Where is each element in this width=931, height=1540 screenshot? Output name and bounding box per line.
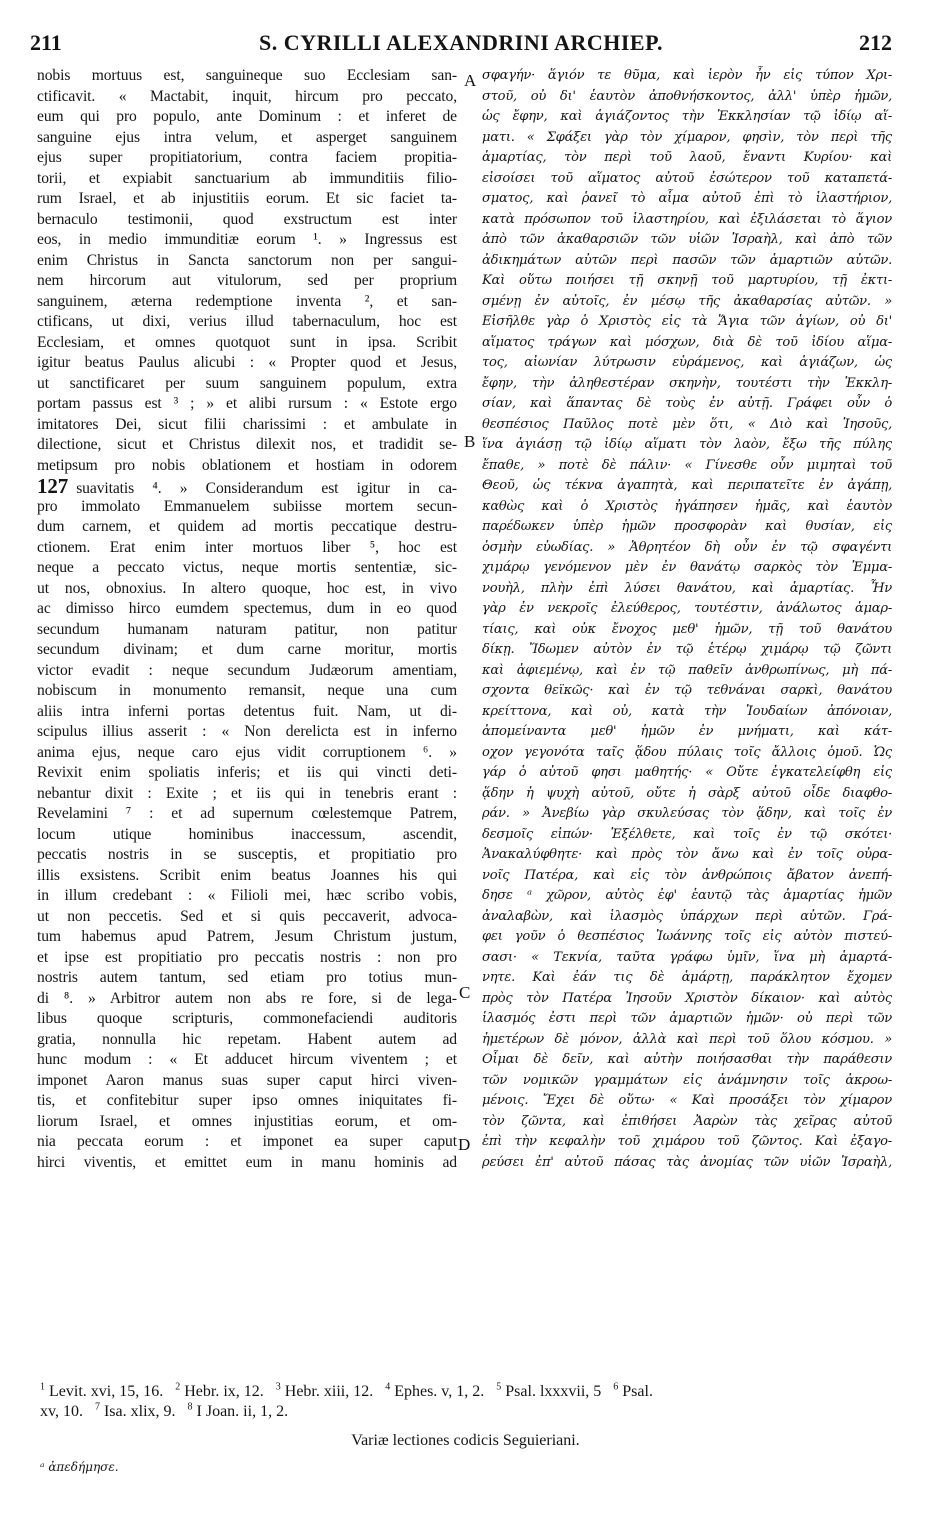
- line-text: libus quoque scripturis, commonefaciendi auditoris: [37, 1010, 457, 1027]
- line-text: Ἀνακαλύφθητε· καὶ πρὸς τὸν ἄνω καὶ ἐν τοῖς οὐρα-: [482, 847, 892, 862]
- line-text: ἀπομείναντα μεθ' ἡμῶν ἐν μνήματι, καὶ κάτ-: [482, 724, 892, 739]
- line-text: θεσπέσιος Παῦλος ποτὲ μὲν ὅτι, « Διὸ καὶ Ἰησοῦς,: [482, 416, 892, 432]
- footnote: [40, 1403, 83, 1420]
- footnote: [188, 1403, 289, 1420]
- text-line: [37, 517, 457, 538]
- text-line: [37, 456, 457, 477]
- line-text: secundum divinam; et dum carne moritur, mortis: [37, 641, 457, 658]
- line-text: νουὴλ, πλὴν ἐπὶ λύσει θανάτου, καὶ ἁμαρτίας. Ἦν: [482, 580, 892, 596]
- line-text: ἁμαρτίας, τὸν περὶ τοῦ λαοῦ, ἔναντι Κυρίου· καὶ: [482, 150, 892, 165]
- variant-reading: ᵃ ἀπεδήμησε.: [40, 1460, 119, 1474]
- line-text: nia peccata eorum : et imponet ea super caput: [37, 1133, 457, 1150]
- text-line: [482, 702, 892, 723]
- footnote-text: Hebr. ix, 12.: [184, 1383, 264, 1401]
- text-line: [37, 169, 457, 190]
- line-text: ἔπαθε, » ποτὲ δὲ πάλιν· « Γίνεσθε οὖν μιμηταὶ τοῦ: [482, 457, 892, 473]
- text-line: [37, 825, 457, 846]
- text-line: [37, 845, 457, 866]
- text-line: [482, 333, 892, 354]
- text-line: [37, 989, 457, 1010]
- line-text: ρεύσει ἐπ' αὐτοῦ πάσας τὰς ἀνομίας τῶν υἱῶν Ἰσραὴλ,: [482, 1154, 892, 1170]
- line-text: τίαις, καὶ οὐκ ἔνοχος μεθ' ἡμῶν, τῇ τοῦ θανάτου: [482, 621, 892, 637]
- text-line: [37, 415, 457, 436]
- line-text: Ecclesiam, et omnes quotquot sunt in ipsa. Scribit: [37, 333, 457, 351]
- text-line: [482, 825, 892, 846]
- text-line: [37, 661, 457, 682]
- line-text: dilectione, sicut et Christus dilexit nos, et tradidit se-: [37, 436, 457, 453]
- line-text: nem hircorum aut vitulorum, sed per proprium: [37, 272, 457, 289]
- line-text: bernaculo testimonii, quod exstructum est inter: [37, 210, 457, 228]
- line-text: τῶν νομικῶν γραμμάτων εἰς ἀνάμνησιν τοῖς ἀκροω-: [482, 1072, 892, 1088]
- text-line: [482, 230, 892, 251]
- text-line: [482, 497, 892, 518]
- line-text: in illum credebant : « Filioli mei, hæc scribo vobis,: [37, 887, 457, 904]
- line-text: τος, αἰωνίαν λύτρωσιν εὑράμενος, καὶ ἁγιάζων, ὡς: [482, 355, 892, 370]
- line-text: ut non peccetis. Sed et si quis peccaverit, advoca-: [37, 907, 457, 925]
- text-line: [482, 579, 892, 600]
- line-text: σματος, καὶ ῥανεῖ τὸ αἷμα αὐτοῦ ἐπὶ τὸ ἱλαστήριον,: [482, 191, 892, 206]
- text-line: [37, 230, 457, 251]
- line-text: σίαν, καὶ ἅπαντας δὲ τοὺς ἐν αὐτῇ. Γράφει οὖν ὁ: [482, 396, 892, 411]
- text-line: [37, 189, 457, 210]
- text-line: [482, 312, 892, 333]
- line-text: γάρ ὁ αὐτοῦ φησι μαθητής· « Οὔτε ἐγκατελείφθη εἰς: [482, 765, 892, 780]
- text-line: [482, 661, 892, 682]
- text-line: [37, 1132, 457, 1153]
- text-line: [37, 292, 457, 313]
- text-line: [482, 927, 892, 948]
- text-line: [482, 517, 892, 538]
- footnote: [613, 1383, 653, 1400]
- text-line: [37, 599, 457, 620]
- footnote-number: 8: [187, 1402, 193, 1413]
- line-text: δίκῃ. Ἴδωμεν αὐτὸν ἐν τῷ ἑτέρῳ χιμάρῳ τῷ ζῶντι: [482, 642, 892, 657]
- line-text: suavitatis ⁴. » Considerandum est igitur in ca-: [76, 480, 457, 497]
- line-text: dum carnem, et quidem ad mortis peccatique destru-: [37, 518, 457, 535]
- text-line: [37, 210, 457, 231]
- line-text: ctionem. Erat enim inter mortuos liber ⁵, hoc est: [37, 538, 457, 556]
- text-line: [37, 763, 457, 784]
- line-text: σασι· « Τεκνία, ταῦτα γράφω ὑμῖν, ἵνα μὴ ἁμαρτά-: [482, 949, 892, 965]
- text-line: [37, 743, 457, 764]
- running-header: [30, 30, 892, 60]
- line-text: anima ejus, neque caro ejus vidit corruptionem ⁶. »: [37, 743, 457, 761]
- text-line: [37, 333, 457, 354]
- margin-marker-b: B: [464, 432, 476, 451]
- footnote: [385, 1383, 484, 1400]
- line-text: δεσμοῖς εἰπών· Ἐξέλθετε, καὶ τοῖς ἐν τῷ σκότει·: [482, 826, 892, 842]
- line-text: ctificans, ut dixi, verius illud tabernaculum, hoc est: [37, 313, 457, 330]
- text-line: [37, 558, 457, 579]
- line-text: portam passus est ³ ; » et alibi rursum : « Estote ergo: [37, 395, 457, 412]
- text-line: [482, 968, 892, 989]
- text-line: [482, 128, 892, 149]
- latin-column: [37, 66, 457, 1378]
- line-text: νητε. Καὶ ἐάν τις δὲ ἁμάρτῃ, παράκλητον ἔχομεν: [482, 970, 892, 985]
- line-text: ματι. « Σφάξει γὰρ τὸν χίμαρον, φησὶν, τὸν περὶ τῆς: [482, 129, 892, 145]
- text-line: [37, 620, 457, 641]
- line-text: ut nos, obnoxius. In altero quoque, hoc est, in vivo: [37, 579, 457, 597]
- line-text: hirci viventis, et emittet eum in manu hominis ad: [37, 1153, 457, 1171]
- text-line: [482, 394, 892, 415]
- footnote-number: 1: [40, 1382, 45, 1393]
- footnote-number: 2: [175, 1382, 181, 1393]
- text-line: [482, 845, 892, 866]
- text-line: [482, 210, 892, 231]
- text-line: [37, 87, 457, 108]
- line-text: igitur beatus Paulus alicubi : « Propter quod et Jesus,: [37, 354, 457, 371]
- text-line: [37, 271, 457, 292]
- footnote-text: xv, 10.: [40, 1403, 83, 1421]
- footnote-number: 5: [496, 1382, 502, 1393]
- line-text: ἔφην, τὴν ἀληθεστέραν σκηνὴν, τουτέστι τὴν Ἐκκλη-: [482, 375, 892, 391]
- line-text: imitatores Dei, sicut filii charissimi : et ambulate in: [37, 415, 457, 433]
- text-line: [482, 1030, 892, 1051]
- text-line: [37, 128, 457, 149]
- text-line: [482, 558, 892, 579]
- line-text: κρείττονα, καὶ οὐ, κατὰ τὴν Ἰουδαίων ἀπόνοιαν,: [482, 703, 892, 719]
- footnotes: [40, 1378, 900, 1421]
- text-line: [482, 292, 892, 313]
- line-text: παρέδωκεν ὑπὲρ ἡμῶν προσφορὰν καὶ θυσίαν, εἰς: [482, 519, 892, 534]
- text-line: [37, 312, 457, 333]
- greek-column: [482, 66, 892, 1378]
- page-number-right: 212: [859, 30, 892, 55]
- text-line: [482, 640, 892, 661]
- line-text: eum qui pro populo, ante Dominum : et inferet de: [37, 108, 457, 125]
- text-line: [37, 148, 457, 169]
- line-text: αἵματος τράγων καὶ μόσχων, διὰ δὲ τοῦ ἰδίου αἵμα-: [482, 334, 892, 350]
- text-line: [482, 107, 892, 128]
- footnote-number: 3: [275, 1382, 281, 1393]
- text-line: [37, 1112, 457, 1133]
- text-line: [482, 743, 892, 764]
- line-text: locum utique hominibus inaccessum, ascendit,: [37, 825, 457, 843]
- line-text: τὸν ζῶντα, καὶ ἐπιθήσει Ἀαρὼν τὰς χεῖρας αὐτοῦ: [482, 1113, 892, 1129]
- line-text: victor evadit : neque secundum Judæorum amentiam,: [37, 661, 457, 679]
- text-line: [37, 886, 457, 907]
- variae-lectiones-title: Variæ lectiones codicis Seguieriani.: [351, 1432, 580, 1449]
- text-line: [482, 886, 892, 907]
- line-text: tis, et confitebitur super ipso omnes iniquitates fi-: [37, 1092, 457, 1109]
- text-line: [37, 497, 457, 518]
- line-text: ράν. » Ἀνεβίω γὰρ σκυλεύσας τὸν ᾅδην, καὶ τοῖς ἐν: [482, 806, 892, 821]
- line-text: Οἶμαι δὲ δεῖν, καὶ αὐτὴν ποιήσασθαι τὴν παράθεσιν: [482, 1052, 892, 1067]
- text-line: [482, 189, 892, 210]
- text-line: [37, 722, 457, 743]
- footnote-number: 4: [385, 1382, 391, 1393]
- line-text: nostris autem tantum, sed etiam pro totius mun-: [37, 969, 457, 986]
- line-text: nobiscum in monumento remansit, neque una cum: [37, 682, 457, 699]
- text-line: [482, 456, 892, 477]
- line-text: torii, et expiabit sanctuarium ab immunditiis filio-: [37, 169, 457, 187]
- line-text: ἐπὶ τὴν κεφαλὴν τοῦ χιμάρου τοῦ ζῶντος. Καὶ ἐξαγο-: [482, 1134, 892, 1149]
- footnote-text: I Joan. ii, 1, 2.: [196, 1403, 289, 1421]
- line-text: metipsum pro nobis oblationem et hostiam in odorem: [37, 456, 457, 474]
- text-line: [482, 251, 892, 272]
- line-text: secundum humanam naturam patitur, non patitur: [37, 620, 457, 638]
- text-line: [37, 927, 457, 948]
- line-text: ac dimisso hirco eumdem spectemus, dum in eo quod: [37, 600, 457, 617]
- line-text: di ⁸. » Arbitror autem non abs re fore, si de lega-: [37, 989, 457, 1007]
- text-line: [482, 353, 892, 374]
- text-line: [37, 948, 457, 969]
- text-line: [482, 435, 892, 456]
- text-line: [482, 948, 892, 969]
- line-text: ἱλασμός ἐστι περὶ τῶν ἁμαρτιῶν ἡμῶν· οὐ περὶ τῶν: [482, 1011, 892, 1026]
- text-line: [482, 681, 892, 702]
- text-line: [482, 1091, 892, 1112]
- line-text: pro immolato Emmanuelem subiisse mortem secun-: [37, 497, 457, 515]
- text-line: [37, 1009, 457, 1030]
- margin-marker-c: C: [459, 983, 471, 1002]
- line-text: στοῦ, οὐ δι' ἑαυτὸν ἀποθνήσκοντος, ἀλλ' ὑπὲρ ἡμῶν,: [482, 88, 892, 104]
- line-text: Εἰσῆλθε γὰρ ὁ Χριστὸς εἰς τὰ Ἅγια τῶν ἁγίων, οὐ δι': [482, 314, 892, 329]
- line-text: scipulus illius asserit : « Non derelicta est in inferno: [37, 723, 457, 740]
- line-text: eos, in medio immunditiæ eorum ¹. » Ingressus est: [37, 231, 457, 248]
- text-line: [482, 1009, 892, 1030]
- line-text: σχοντα θεϊκῶς· καὶ ἐν τῷ τεθνάναι σαρκὶ, θανάτου: [482, 683, 892, 698]
- footnote-line: [40, 1378, 900, 1401]
- line-text: Revelamini ⁷ : et ad supernum cœlestemque Patrem,: [37, 805, 457, 822]
- footnote-text: Hebr. xiii, 12.: [284, 1383, 374, 1401]
- line-text: tum habemus apud Patrem, Jesum Christum justum,: [37, 928, 457, 945]
- margin-marker-a: A: [464, 71, 477, 90]
- text-line: [37, 1030, 457, 1051]
- footnote-text: Psal.: [622, 1383, 653, 1401]
- line-text: ejus super propitiatorium, contra faciem propitia-: [37, 149, 457, 166]
- line-text: σμένῃ ἐν αὐτοῖς, ἐν μέσῳ τῆς ἀκαθαρσίας αὐτῶν. »: [482, 293, 892, 309]
- text-line: [37, 435, 457, 456]
- line-text: ᾅδην ἡ ψυχὴ αὐτοῦ, οὔτε ἡ σὰρξ αὐτοῦ οἶδε διαφθο-: [482, 785, 892, 801]
- line-text: ἀδικημάτων αὐτῶν περὶ πασῶν τῶν ἁμαρτιῶν αὐτῶν.: [482, 252, 892, 268]
- line-text: liorum Israel, et omnes injustitias eorum, et om-: [37, 1112, 457, 1130]
- text-line: [37, 1050, 457, 1071]
- line-text: sanguinem, æterna redemptione inventa ², et san-: [37, 292, 457, 310]
- line-text: sanguine ejus intra velum, et asperget sanguinem: [37, 128, 457, 146]
- footnote-text: Levit. xvi, 15, 16.: [49, 1383, 164, 1401]
- line-text: οχον γεγονότα ταῖς ᾅδου πύλαις τοῖς ἄλλοις ὁμοῦ. Ὡς: [482, 744, 892, 760]
- line-text: γὰρ ἐν νεκροῖς ἐλεύθερος, τουτέστιν, ἀνάλωτος ἁμαρ-: [482, 601, 892, 616]
- line-text: δησε ᵃ χῶρον, αὐτὸς ἐφ' ἑαυτῷ τὰς ἁμαρτίας ἡμῶν: [482, 888, 892, 903]
- line-text: imponet Aaron manus suas super caput hirci viven-: [37, 1071, 457, 1089]
- text-line: [482, 784, 892, 805]
- line-text: Θεοῦ, ὡς τέκνα ἀγαπητὰ, καὶ περιπατεῖτε ἐν ἀγάπῃ,: [482, 478, 892, 493]
- line-text: ὀσμὴν εὐωδίας. » Ἀθρητέον δὴ οὖν ἐν τῷ σφαγέντι: [482, 539, 892, 555]
- footnote: [496, 1383, 601, 1400]
- text-line: [482, 1132, 892, 1153]
- line-text: peccatis nostris in se susceptis, et propitiatio pro: [37, 846, 457, 863]
- text-line: [482, 866, 892, 887]
- text-line: [482, 1112, 892, 1133]
- text-line: [482, 989, 892, 1010]
- line-text: nebantur dixit : Exite ; et iis qui in tenebris erant :: [37, 784, 457, 802]
- page-number-left: 211: [30, 30, 62, 55]
- text-line: [482, 1050, 892, 1071]
- line-text: ὡς ἔφην, καὶ ἁγιάζοντος τὴν Ἐκκλησίαν τῷ ἰδίῳ αἵ-: [482, 109, 892, 124]
- text-line: [482, 476, 892, 497]
- line-text: καθὼς καὶ ὁ Χριστὸς ἠγάπησεν ἡμᾶς, καὶ ἑαυτὸν: [482, 498, 892, 514]
- text-line: [37, 374, 457, 395]
- text-line: [37, 1091, 457, 1112]
- text-line: [37, 476, 457, 497]
- line-text: καὶ ἀφιεμένῳ, καὶ ἐν τῷ παθεῖν ἀνθρωπίνως, μὴ πά-: [482, 662, 892, 678]
- line-text: hunc modum : « Et adducet hircum viventem ; et: [37, 1051, 457, 1068]
- line-text: χιμάρῳ γενόμενον μὲν ἐν θανάτῳ σαρκὸς τὸν Ἐμμα-: [482, 560, 892, 575]
- text-line: [37, 907, 457, 928]
- text-line: [37, 702, 457, 723]
- text-line: [37, 579, 457, 600]
- line-text: gratia, nonnulla hic repetam. Habent autem ad: [37, 1030, 457, 1048]
- line-text: ἵνα ἁγιάσῃ τῷ ἰδίῳ αἵματι τὸν λαὸν, ἔξω τῆς πύλης: [482, 437, 892, 452]
- line-text: neque a peccato victus, neque mortis sententiæ, sic-: [37, 559, 457, 576]
- text-line: [482, 907, 892, 928]
- text-line: [37, 968, 457, 989]
- text-line: [482, 804, 892, 825]
- footnote-text: Isa. xlix, 9.: [103, 1403, 176, 1421]
- line-text: ctificavit. « Mactabit, inquit, hircum pro peccato,: [37, 87, 457, 105]
- footnote-text: Psal. lxxxvii, 5: [505, 1383, 602, 1401]
- line-text: ut sanctificaret per suum sanguinem populum, extra: [37, 374, 457, 392]
- line-text: illis exsistens. Scribit enim beatus Joannes his qui: [37, 866, 457, 884]
- text-line: [482, 87, 892, 108]
- text-line: [482, 271, 892, 292]
- line-text: φει γοῦν ὁ θεσπέσιος Ἰωάννης τοῖς εἰς αὐτὸν πιστεύ-: [482, 929, 892, 944]
- text-line: [37, 538, 457, 559]
- line-text: κατὰ πρόσωπον τοῦ ἱλαστηρίου, καὶ ἐξιλάσεται τὸ ἅγιον: [482, 211, 892, 227]
- text-line: [482, 1153, 892, 1174]
- line-text: aliis intra inferni portas detentus fuit. Nam, ut di-: [37, 702, 457, 720]
- text-line: [482, 538, 892, 559]
- line-text: enim Christus in Sancta sanctorum non per sangui-: [37, 251, 457, 269]
- text-line: [482, 620, 892, 641]
- footnote: [95, 1403, 176, 1420]
- running-title: S. CYRILLI ALEXANDRINI ARCHIEP.: [258, 30, 664, 55]
- text-line: [482, 722, 892, 743]
- line-text: ἀπὸ τῶν ἀκαθαρσιῶν τῶν υἱῶν Ἰσραὴλ, καὶ ἀπὸ τῶν: [482, 232, 892, 247]
- text-line: [482, 415, 892, 436]
- text-line: [37, 681, 457, 702]
- text-line: [37, 107, 457, 128]
- line-text: σφαγήν· ἅγιόν τε θῦμα, καὶ ἱερὸν ἦν εἰς τύπον Χρι-: [482, 68, 892, 83]
- text-line: [482, 148, 892, 169]
- text-line: [37, 640, 457, 661]
- line-text: Revixit enim spoliatis inferis; et iis qui vincti deti-: [37, 764, 457, 781]
- line-text: ἀναλαβὼν, καὶ ἱλασμὸς ὑπάρχων περὶ αὐτῶν. Γρά-: [482, 908, 892, 924]
- text-line: [482, 1071, 892, 1092]
- footnote-number: 6: [613, 1382, 619, 1393]
- text-line: [37, 251, 457, 272]
- footnote-number: 7: [94, 1402, 100, 1413]
- footnote-line: [40, 1398, 900, 1421]
- line-text: Καὶ οὕτω ποιήσει τῇ σκηνῇ τοῦ μαρτυρίου, τῇ ἐκτι-: [482, 273, 892, 288]
- line-text: μένοις. Ἔχει δὲ οὕτω· « Καὶ προσάξει τὸν χίμαρον: [482, 1093, 892, 1108]
- text-line: [37, 784, 457, 805]
- line-text: et ipse est propitiatio pro peccatis nostris : non pro: [37, 948, 457, 966]
- line-text: ἡμετέρων δὲ μόνον, ἀλλὰ καὶ περὶ τοῦ ὅλου κόσμου. »: [482, 1031, 892, 1047]
- footnote-text: Ephes. v, 1, 2.: [394, 1383, 485, 1401]
- text-line: [37, 353, 457, 374]
- text-line: [482, 599, 892, 620]
- text-line: [482, 169, 892, 190]
- text-line: [37, 804, 457, 825]
- line-text: rum Israel, et ab injustitiis eorum. Et sic faciet ta-: [37, 190, 457, 207]
- text-line: [37, 66, 457, 87]
- text-line: [37, 1153, 457, 1174]
- text-line: [482, 374, 892, 395]
- text-line: [37, 1071, 457, 1092]
- inline-page-number: 127: [37, 476, 69, 497]
- line-text: εἰσοίσει τοῦ αἵματος αὐτοῦ ἐσώτερον τοῦ καταπετά-: [482, 170, 892, 186]
- text-line: [482, 763, 892, 784]
- line-text: νοῖς Πατέρα, καὶ εἰς τὸν ἀνθρώποις ἄβατον ἀνεπή-: [482, 867, 892, 883]
- text-line: [37, 394, 457, 415]
- text-line: [482, 66, 892, 87]
- margin-marker-d: D: [458, 1135, 471, 1154]
- line-text: nobis mortuus est, sanguineque suo Ecclesiam san-: [37, 67, 457, 84]
- line-text: πρὸς τὸν Πατέρα Ἰησοῦν Χριστὸν δίκαιον· καὶ αὐτὸς: [482, 990, 892, 1006]
- text-line: [37, 866, 457, 887]
